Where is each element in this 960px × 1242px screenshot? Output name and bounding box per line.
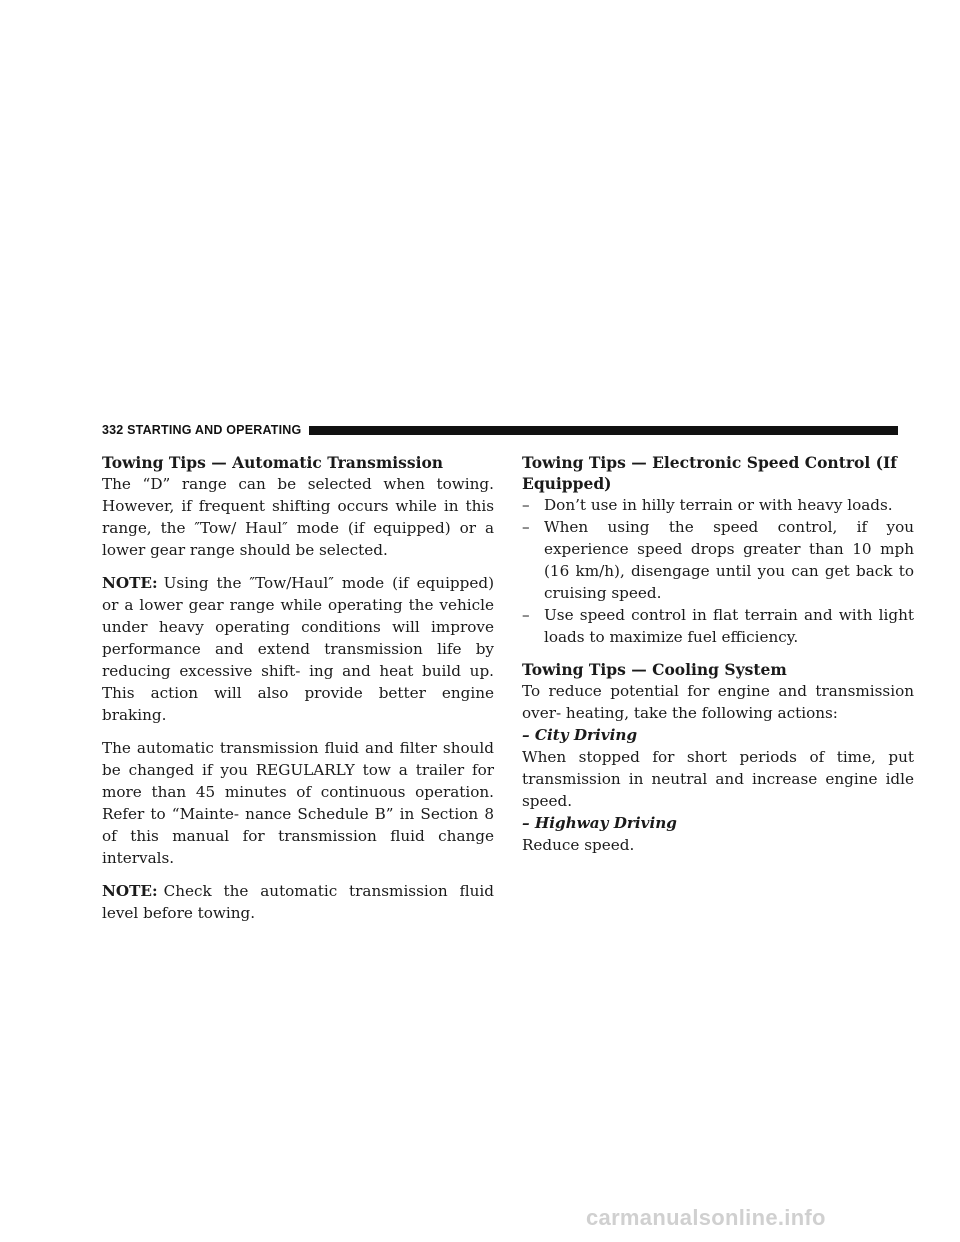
subheading-highway-driving: – Highway Driving bbox=[522, 814, 677, 832]
bullet-dash: – bbox=[522, 496, 530, 514]
paragraph-d-range: The “D” range can be selected when towing. However, if frequent shifting occurs while in this range, the ″Tow/ Haul″ mode (if equipped) or a lower gear range should be selected. bbox=[102, 475, 494, 559]
note-tow-haul bbox=[102, 572, 494, 726]
bullet-item bbox=[522, 516, 914, 604]
watermark: carmanualsonline.info bbox=[586, 1205, 826, 1230]
page-number-section-title: 332 STARTING AND OPERATING bbox=[102, 423, 302, 437]
bullet-text: Use speed control in flat terrain and with light loads to maximize fuel efficiency. bbox=[544, 606, 914, 646]
note-label: NOTE: bbox=[102, 882, 158, 900]
left-column bbox=[102, 452, 494, 924]
note-label: NOTE: bbox=[102, 574, 158, 592]
heading-speed-control: Towing Tips — Electronic Speed Control (If Equipped) bbox=[522, 453, 897, 493]
header-rule bbox=[309, 426, 898, 435]
paragraph-highway-driving: Reduce speed. bbox=[522, 836, 635, 854]
bullet-text: Don’t use in hilly terrain or with heavy loads. bbox=[544, 496, 893, 514]
heading-automatic-transmission: Towing Tips — Automatic Transmission bbox=[102, 453, 444, 472]
bullet-item bbox=[522, 494, 914, 516]
right-column bbox=[522, 452, 914, 856]
paragraph-reduce-overheating: To reduce potential for engine and transmission over- heating, take the following actions: bbox=[522, 682, 914, 722]
bullet-dash: – bbox=[522, 518, 530, 536]
subheading-city-driving: – City Driving bbox=[522, 726, 638, 744]
bullet-text: When using the speed control, if you experience speed drops greater than 10 mph (16 km/h), disengage until you can get back to cruising speed. bbox=[544, 518, 914, 602]
heading-cooling-system: Towing Tips — Cooling System bbox=[522, 660, 787, 679]
paragraph-city-driving: When stopped for short periods of time, put transmission in neutral and increase engine idle speed. bbox=[522, 748, 914, 810]
note-text: Check the automatic transmission fluid level before towing. bbox=[102, 882, 494, 922]
page-header bbox=[102, 421, 898, 439]
note-text: Using the ″Tow/Haul″ mode (if equipped) or a lower gear range while operating the vehicle under heavy operating conditions will improve performance and extend transmission life by reducing excessive shift- ing and heat build up. This action will also provide better engine braking. bbox=[102, 574, 494, 724]
paragraph-fluid-change: The automatic transmission fluid and filter should be changed if you REGULARLY tow a trailer for more than 45 minutes of continuous operation. Refer to “Mainte- nance Schedule B” in Section 8 of this manual for transmission fluid change intervals. bbox=[102, 739, 494, 867]
bullet-dash: – bbox=[522, 606, 530, 624]
bullet-item bbox=[522, 604, 914, 648]
note-check-fluid bbox=[102, 880, 494, 924]
